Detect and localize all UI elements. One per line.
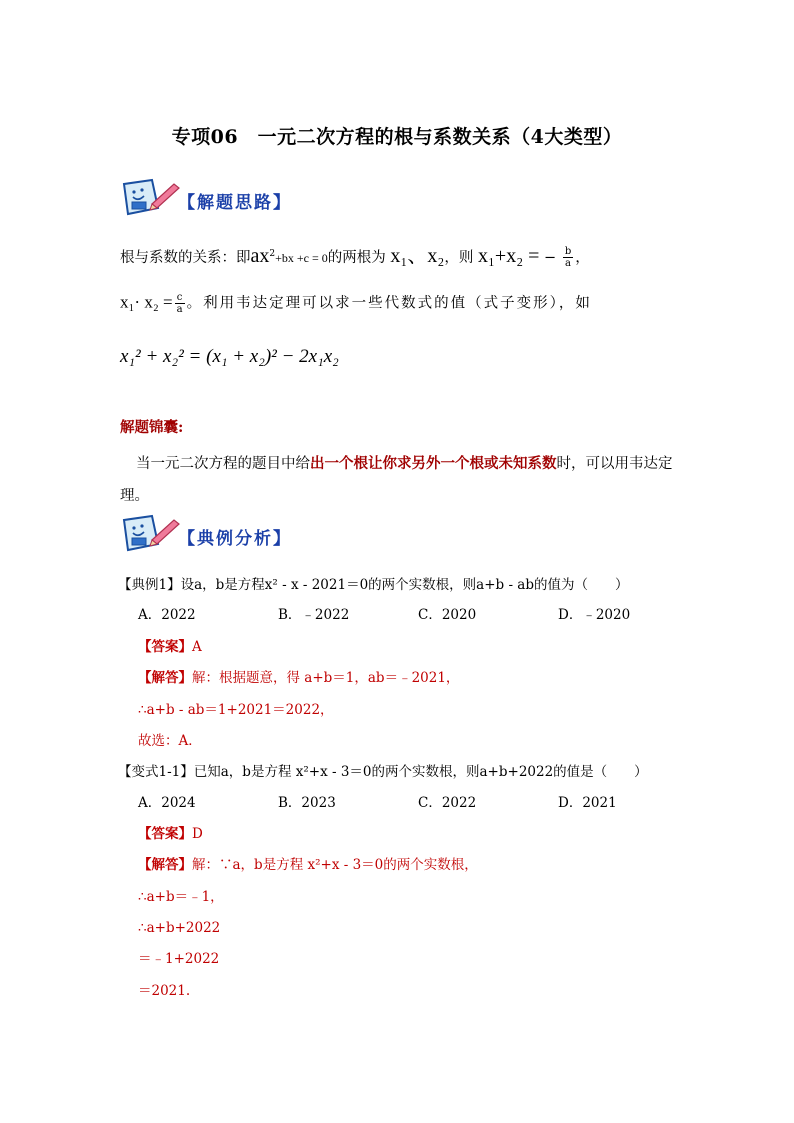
variant1-options xyxy=(138,794,698,812)
equation: ax xyxy=(250,244,270,267)
example-tag: 【典例1】 xyxy=(118,577,181,593)
example1-options xyxy=(138,606,698,624)
question-text: 已知a，b是方程 x²+x - 3＝0的两个实数根，则a+b+2022的值是（ ） xyxy=(193,764,648,780)
solution-line: ∴a+b＝﹣1， xyxy=(138,889,224,905)
fraction-den: a xyxy=(565,258,572,270)
tips-label: 解题锦囊: xyxy=(120,419,184,436)
vieta-paragraph-line2 xyxy=(120,292,680,315)
equation-rest: +bx +c = 0 xyxy=(275,250,328,265)
option-b: B．2023 xyxy=(278,795,336,811)
option-c: C．2022 xyxy=(418,795,477,811)
notebook-pencil-icon xyxy=(118,178,182,222)
section-label: 【解题思路】 xyxy=(178,192,292,213)
solution-line: 故选：A． xyxy=(138,733,202,749)
answer-label: 【答案】 xyxy=(138,826,192,842)
option-a: A．2022 xyxy=(138,607,196,623)
notebook-pencil-icon xyxy=(118,514,182,558)
vieta-paragraph: 根与系数的关系：即$ax^2+bx +c = 0$的两根为 x₁、x₂，则 x₁+x₂ = − $\frac{b}{a}$ ， xyxy=(120,244,590,270)
solution-line: ＝﹣1+2022 xyxy=(138,951,220,967)
emphasis: 出一个根让你求另外一个根或未知系数 xyxy=(310,455,557,472)
example1-stem xyxy=(118,576,698,594)
example1-answer xyxy=(138,638,202,656)
example1-solution xyxy=(138,669,459,687)
fraction-den: a xyxy=(176,304,183,315)
answer-value: A xyxy=(192,639,202,655)
answer-label: 【答案】 xyxy=(138,639,192,655)
solution-line: 解：∵a，b是方程 x²+x - 3＝0的两个实数根， xyxy=(192,857,478,873)
solution-line: ＝2021. xyxy=(138,983,191,999)
solution-line: ∴a+b+2022 xyxy=(138,920,221,936)
text: 。利用韦达定理可以求一些代数式的值（式子变形），如 xyxy=(186,295,592,312)
text: 的两根为 xyxy=(327,249,386,266)
option-c: C．2020 xyxy=(418,607,477,623)
section-label: 【典例分析】 xyxy=(178,528,292,549)
tips-text xyxy=(120,448,680,512)
fraction-num: c xyxy=(175,292,185,304)
text: ，则 xyxy=(444,249,474,266)
solution-label: 【解答】 xyxy=(138,857,192,873)
identity-formula: x₁² + x₂² = (x₁ + x₂)² − 2x₁x₂ xyxy=(120,346,339,367)
solution-line: ∴a+b - ab＝1+2021＝2022， xyxy=(138,702,334,718)
solution-label: 【解答】 xyxy=(138,670,192,686)
text: 时，可以用韦达定理。 xyxy=(120,456,673,504)
section-badge-approach xyxy=(118,178,292,222)
section-badge-examples xyxy=(118,514,292,558)
answer-value: D xyxy=(192,826,203,842)
text: ， xyxy=(575,249,590,266)
option-d: D．﹣2020 xyxy=(558,607,631,623)
fraction-num: b xyxy=(564,246,572,258)
page-title: 专项06 一元二次方程的根与系数关系（4大类型） xyxy=(171,126,623,148)
variant1-answer xyxy=(138,825,203,843)
text: 当一元二次方程的题目中给 xyxy=(136,456,310,472)
text: 根与系数的关系：即 xyxy=(120,249,251,266)
variant1-solution xyxy=(138,856,478,874)
option-b: B．﹣2022 xyxy=(278,607,350,623)
product-formula: x₁· x₂ = xyxy=(120,292,173,312)
option-d: D．2021 xyxy=(558,795,617,811)
variant1-stem xyxy=(118,763,698,781)
roots: x₁、x₂ xyxy=(390,244,445,267)
example-tag: 【变式1-1】 xyxy=(118,764,194,780)
question-text: 设a，b是方程x² - x - 2021＝0的两个实数根，则a+b - ab的值为（ ） xyxy=(180,577,629,593)
sum-formula: x₁+x₂ = xyxy=(477,244,540,267)
option-a: A．2024 xyxy=(138,795,196,811)
solution-line: 解：根据题意，得 a+b＝1，ab＝﹣2021， xyxy=(192,670,460,686)
